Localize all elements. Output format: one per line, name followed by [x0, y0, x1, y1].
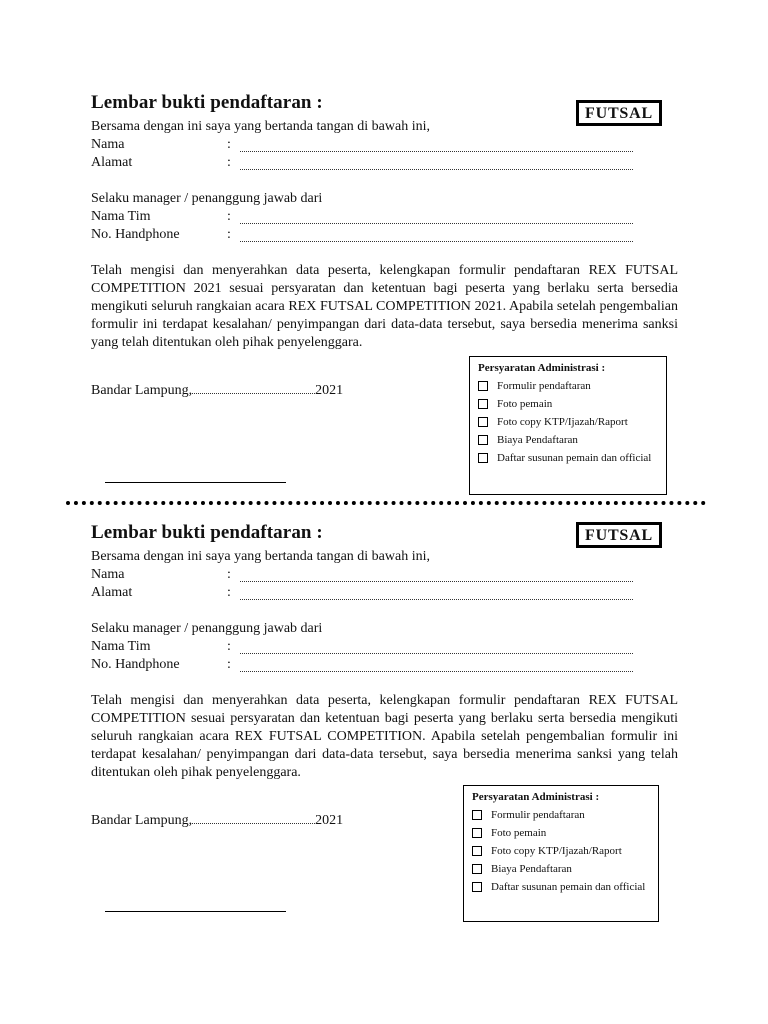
registration-form-2	[0, 522, 768, 942]
city-label: Bandar Lampung,	[91, 383, 193, 398]
field-label-nama-tim: Nama Tim	[91, 209, 151, 224]
city-date	[91, 382, 343, 400]
intro-text: Bersama dengan ini saya yang bertanda tangan di bawah ini,	[91, 549, 430, 564]
requirement-label: Foto pemain	[497, 398, 553, 410]
field-colon: :	[227, 567, 231, 582]
field-label-handphone: No. Handphone	[91, 657, 180, 672]
manager-line: Selaku manager / penanggung jawab dari	[91, 191, 323, 206]
checkbox-icon[interactable]	[472, 810, 482, 820]
requirements-box	[469, 356, 667, 495]
requirement-label: Daftar susunan pemain dan official	[491, 881, 646, 893]
field-label-nama: Nama	[91, 137, 125, 152]
field-colon: :	[227, 155, 231, 170]
intro-text: Bersama dengan ini saya yang bertanda tangan di bawah ini,	[91, 119, 430, 134]
alamat-fill-line[interactable]	[240, 157, 633, 170]
requirement-label: Foto pemain	[491, 827, 547, 839]
requirement-item	[478, 413, 660, 431]
date-fill-line[interactable]	[192, 813, 315, 824]
requirement-item	[472, 878, 652, 896]
nama-fill-line[interactable]	[240, 569, 633, 582]
requirement-item	[478, 449, 660, 467]
field-colon: :	[227, 137, 231, 152]
field-colon: :	[227, 639, 231, 654]
checkbox-icon[interactable]	[472, 882, 482, 892]
requirement-label: Foto copy KTP/Ijazah/Raport	[491, 845, 622, 857]
requirements-title: Persyaratan Administrasi :	[478, 362, 606, 374]
field-colon: :	[227, 227, 231, 242]
requirement-item	[472, 860, 652, 878]
checkbox-icon[interactable]	[472, 828, 482, 838]
field-label-alamat: Alamat	[91, 585, 133, 600]
requirements-box	[463, 785, 659, 922]
field-colon: :	[227, 585, 231, 600]
declaration-paragraph: Telah mengisi dan menyerahkan data peserta, kelengkapan formulir pendaftaran REX FUTSAL COMPETITION sesuai persyaratan dan ketentuan bagi peserta yang berlaku serta bersedia mengikuti seluruh rangkaian acara REX FUTSAL COMPETITION. Apabila setelah pengembalian formulir ini terdapat kesalahan/ penyimpangan dari data-data tersebut, saya bersedia menerima sanksi yang telah ditentukan oleh pihak penyelenggara.	[91, 693, 678, 780]
handphone-fill-line[interactable]	[240, 659, 633, 672]
checkbox-icon[interactable]	[478, 417, 488, 427]
year-label: 2021	[315, 383, 344, 398]
alamat-fill-line[interactable]	[240, 587, 633, 600]
requirement-item	[472, 806, 652, 824]
requirement-label: Foto copy KTP/Ijazah/Raport	[497, 416, 628, 428]
nama-fill-line[interactable]	[240, 139, 633, 152]
field-label-handphone: No. Handphone	[91, 227, 180, 242]
manager-line: Selaku manager / penanggung jawab dari	[91, 621, 323, 636]
cut-line-divider	[66, 501, 706, 505]
requirement-item	[478, 395, 660, 413]
form-title: Lembar bukti pendaftaran :	[91, 522, 323, 543]
form-title: Lembar bukti pendaftaran :	[91, 92, 323, 113]
field-label-alamat: Alamat	[91, 155, 133, 170]
requirements-title: Persyaratan Administrasi :	[472, 791, 600, 803]
checkbox-icon[interactable]	[478, 399, 488, 409]
field-colon: :	[227, 657, 231, 672]
checkbox-icon[interactable]	[472, 846, 482, 856]
date-fill-line[interactable]	[192, 383, 315, 394]
city-label: Bandar Lampung,	[91, 813, 193, 828]
signature-line[interactable]	[105, 911, 286, 912]
field-colon: :	[227, 209, 231, 224]
city-date	[91, 812, 343, 830]
futsal-badge: FUTSAL	[576, 100, 662, 126]
checkbox-icon[interactable]	[478, 381, 488, 391]
field-label-nama-tim: Nama Tim	[91, 639, 151, 654]
futsal-badge: FUTSAL	[576, 522, 662, 548]
requirement-item	[472, 824, 652, 842]
declaration-paragraph: Telah mengisi dan menyerahkan data peserta, kelengkapan formulir pendaftaran REX FUTSAL COMPETITION 2021 sesuai persyaratan dan ketentuan bagi peserta yang berlaku serta bersedia mengikuti seluruh rangkaian acara REX FUTSAL COMPETITION 2021. Apabila setelah pengembalian formulir ini terdapat kesalahan/ penyimpangan dari data-data tersebut, saya bersedia menerima sanksi yang telah ditentukan oleh pihak penyelenggara.	[91, 263, 678, 350]
handphone-fill-line[interactable]	[240, 229, 633, 242]
checkbox-icon[interactable]	[478, 453, 488, 463]
requirement-label: Daftar susunan pemain dan official	[497, 452, 652, 464]
nama-tim-fill-line[interactable]	[240, 641, 633, 654]
field-label-nama: Nama	[91, 567, 125, 582]
year-label: 2021	[315, 813, 344, 828]
requirement-label: Biaya Pendaftaran	[491, 863, 572, 875]
requirement-item	[478, 377, 660, 395]
nama-tim-fill-line[interactable]	[240, 211, 633, 224]
requirement-label: Formulir pendaftaran	[491, 809, 585, 821]
checkbox-icon[interactable]	[472, 864, 482, 874]
checkbox-icon[interactable]	[478, 435, 488, 445]
requirement-label: Formulir pendaftaran	[497, 380, 591, 392]
signature-line[interactable]	[105, 482, 286, 483]
requirement-label: Biaya Pendaftaran	[497, 434, 578, 446]
registration-form-1	[0, 92, 768, 512]
requirement-item	[478, 431, 660, 449]
requirement-item	[472, 842, 652, 860]
